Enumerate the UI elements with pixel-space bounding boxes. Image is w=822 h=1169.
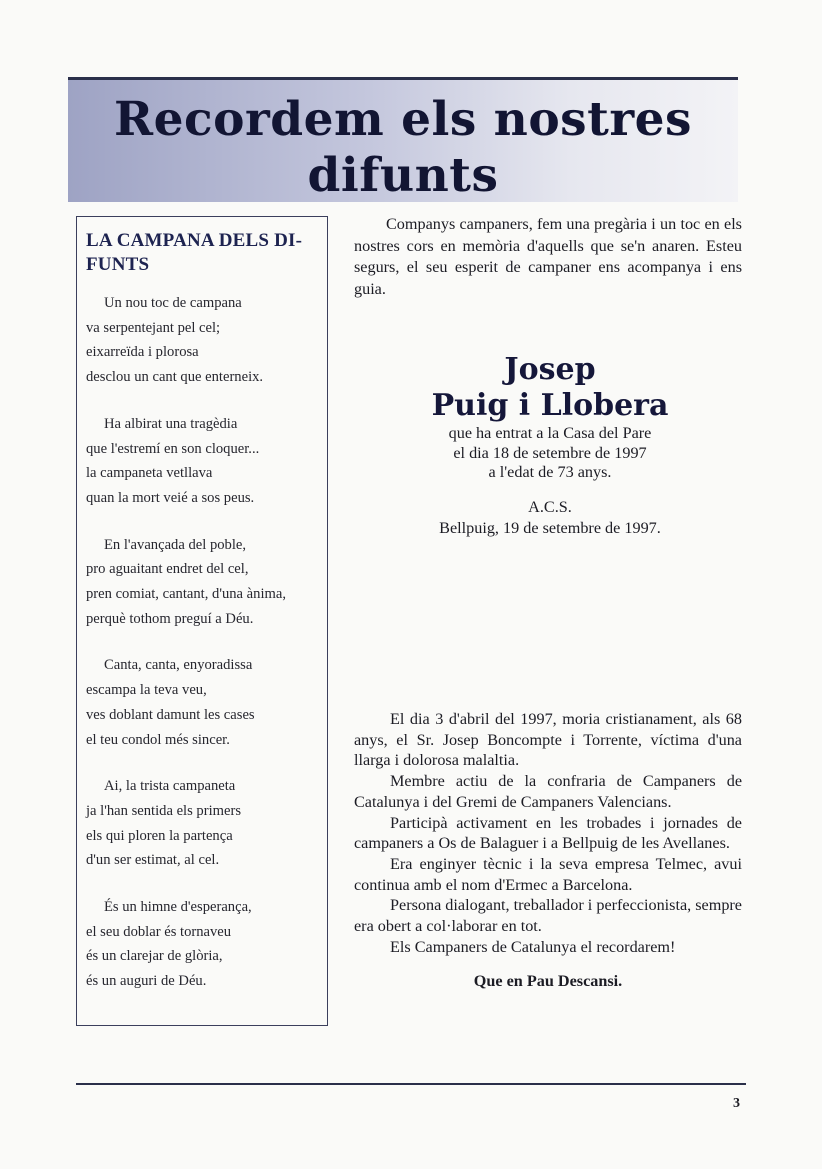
poem-box <box>76 216 328 1026</box>
poem-line: quan la mort veié a sos peus. <box>86 489 255 506</box>
obituary-notice <box>400 352 700 539</box>
tribute-section <box>354 709 742 992</box>
footer-rule <box>76 1083 746 1085</box>
tribute-paragraph: Participà activament en les trobades i jornades de campaners a Os de Balaguer i a Bellpuig de les Avellanes. <box>354 813 742 853</box>
poem-line: És un himne d'esperança, <box>104 899 252 916</box>
poem-stanza <box>86 533 319 632</box>
poem-line: perquè tothom preguí a Déu. <box>86 610 254 627</box>
poem-line: la campaneta vetllava <box>86 465 213 482</box>
page-title <box>68 92 738 204</box>
poem-line: els qui ploren la partença <box>86 827 233 844</box>
poem-line: pro aguaitant endret del cel, <box>86 561 249 578</box>
obituary-place-date: Bellpuig, 19 de setembre de 1997. <box>439 518 661 537</box>
poem-stanza <box>86 774 319 873</box>
poem-line: Canta, canta, enyoradissa <box>104 657 253 674</box>
poem-line: escampa la teva veu, <box>86 682 207 699</box>
poem-line: eixarreïda i plorosa <box>86 344 199 361</box>
title-banner <box>68 77 738 202</box>
poem-stanzas <box>86 291 319 994</box>
poem-line: el teu condol més sincer. <box>86 731 230 748</box>
tribute-paragraph: Era enginyer tècnic i la seva empresa Telmec, avui continua amb el nom d'Ermec a Barcelona. <box>354 854 742 894</box>
obituary-line-2: el dia 18 de setembre de 1997 <box>453 443 647 462</box>
poem-line: d'un ser estimat, al cel. <box>86 852 220 869</box>
tribute-paragraph: Persona dialogant, treballador i perfeccionista, sempre era obert a col·laborar en tot. <box>354 896 742 936</box>
obituary-line-1: que ha entrat a la Casa del Pare <box>448 424 652 442</box>
poem-line: Un nou toc de campana <box>104 295 242 311</box>
poem-line: el seu doblar és tornaveu <box>86 923 232 940</box>
poem-stanza <box>86 653 319 752</box>
poem-line: ja l'han sentida els primers <box>86 802 242 819</box>
poem-stanza <box>86 291 319 390</box>
poem-stanza <box>86 895 319 994</box>
title-line-2: difunts <box>307 148 499 203</box>
poem-line: desclou un cant que enterneix. <box>86 369 264 386</box>
poem-line: és un auguri de Déu. <box>86 973 207 990</box>
poem-line: és un clarejar de glòria, <box>86 948 223 965</box>
poem-title-text: LA CAMPANA DELS DI- FUNTS <box>86 230 303 275</box>
tribute-paragraph: El dia 3 d'abril del 1997, moria cristianament, als 68 anys, el Sr. Josep Boncompte i Torrente, víctima d'una llarga i dolorosa malaltia. <box>354 710 742 770</box>
poem-title <box>86 229 308 277</box>
poem-line: En l'avançada del poble, <box>104 536 247 553</box>
poem-line: Ha albirat una tragèdia <box>104 415 238 432</box>
page-number: 3 <box>733 1096 740 1111</box>
poem-line: va serpentejant pel cel; <box>86 319 221 336</box>
poem-line: ves doblant damunt les cases <box>86 706 255 723</box>
title-line-1: Recordem els nostres <box>114 92 692 147</box>
poem-line: Ai, la trista campaneta <box>104 778 236 795</box>
tribute-closing: Que en Pau Descansi. <box>473 972 623 991</box>
poem-stanza <box>86 412 319 511</box>
poem-line: pren comiat, cantant, d'una ànima, <box>86 586 286 603</box>
intro-paragraph: Companys campaners, fem una pregària i un toc en els nostres cors en memòria d'aquells que se'n anaren. Esteu segurs, el seu esperit de campaner ens acompanya i ens guia. <box>354 215 742 298</box>
obituary-name-line-1: Josep <box>504 352 596 387</box>
obituary-line-3: a l'edat de 73 anys. <box>488 463 612 481</box>
obituary-acs: A.C.S. <box>528 497 572 516</box>
poem-line: que l'estremí en son cloquer... <box>86 440 260 457</box>
obituary-name-line-2: Puig i Llobera <box>431 388 669 423</box>
tribute-paragraph: Membre actiu de la confraria de Campaners de Catalunya i del Gremi de Campaners Valencians. <box>354 772 742 811</box>
tribute-paragraph: Els Campaners de Catalunya el recordarem! <box>390 937 676 956</box>
